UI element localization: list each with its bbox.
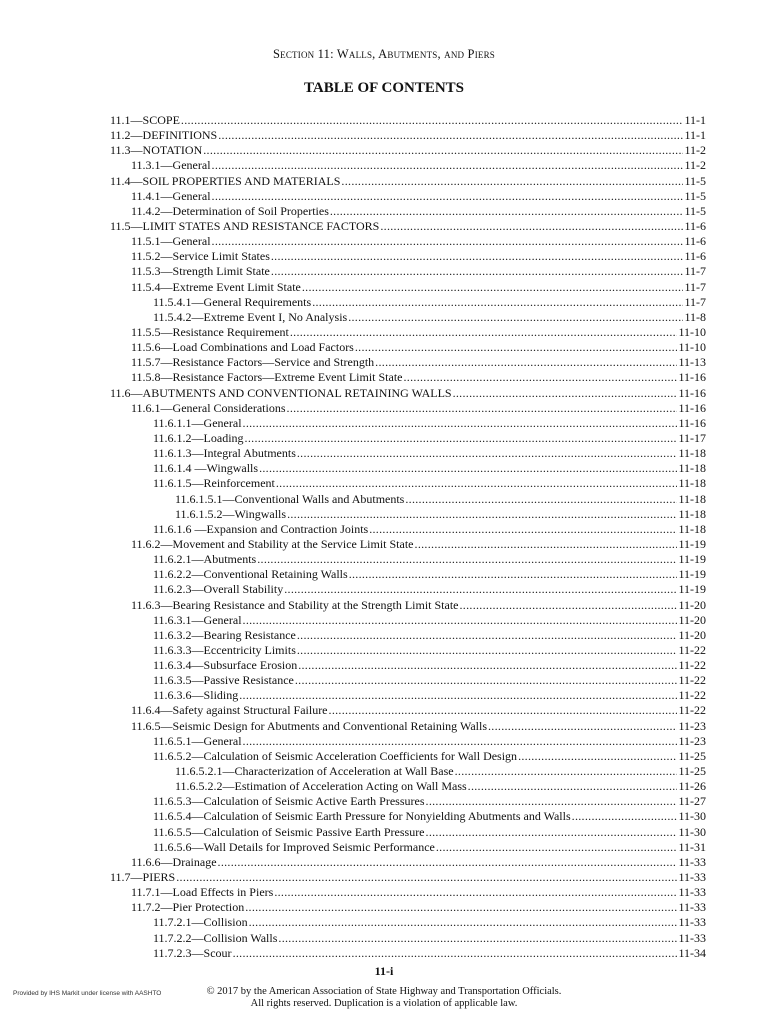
toc-leader-dots xyxy=(176,870,677,885)
toc-leader-dots xyxy=(426,825,678,840)
toc-entry-label: 11.6.1.6 —Expansion and Contraction Joints xyxy=(153,521,369,536)
toc-entry[interactable] xyxy=(110,749,706,764)
toc-entry[interactable] xyxy=(110,643,706,658)
toc-entry[interactable] xyxy=(110,582,706,597)
toc-entry-page: 11-19 xyxy=(678,567,706,582)
toc-entry[interactable] xyxy=(110,900,706,915)
toc-entry-label: 11.7.2.2—Collision Walls xyxy=(153,930,278,945)
toc-entry[interactable] xyxy=(110,143,706,158)
toc-entry[interactable] xyxy=(110,885,706,900)
toc-leader-dots xyxy=(404,370,678,385)
toc-entry-page: 11-22 xyxy=(678,642,706,657)
toc-leader-dots xyxy=(369,522,677,537)
toc-entry-label: 11.7.2.3—Scour xyxy=(153,945,232,960)
toc-entry-label: 11.5.4.2—Extreme Event I, No Analysis xyxy=(153,309,348,324)
toc-entry[interactable] xyxy=(110,325,706,340)
toc-entry[interactable] xyxy=(110,264,706,279)
toc-entry-page: 11-19 xyxy=(678,582,706,597)
toc-entry[interactable] xyxy=(110,355,706,370)
toc-entry[interactable] xyxy=(110,688,706,703)
toc-entry[interactable] xyxy=(110,280,706,295)
toc-leader-dots xyxy=(243,613,678,628)
toc-entry[interactable] xyxy=(110,779,706,794)
toc-leader-dots xyxy=(218,855,678,870)
toc-leader-dots xyxy=(298,658,677,673)
toc-entry[interactable] xyxy=(110,719,706,734)
toc-leader-dots xyxy=(302,280,684,295)
toc-entry-label: 11.6.4—Safety against Structural Failure xyxy=(131,703,328,718)
toc-entry-page: 11-6 xyxy=(684,234,706,249)
toc-entry-label: 11.1—SCOPE xyxy=(110,113,180,127)
toc-entry-label: 11.7.2.1—Collision xyxy=(153,915,248,930)
toc-entry[interactable] xyxy=(110,249,706,264)
toc-entry-page: 11-20 xyxy=(678,627,706,642)
toc-entry-label: 11.4.1—General xyxy=(131,188,211,203)
toc-entry[interactable] xyxy=(110,537,706,552)
toc-entry-page: 11-33 xyxy=(678,854,706,869)
toc-entry-page: 11-20 xyxy=(678,612,706,627)
toc-entry-page: 11-18 xyxy=(678,476,706,491)
toc-entry[interactable] xyxy=(110,552,706,567)
toc-leader-dots xyxy=(295,673,678,688)
toc-entry-page: 11-33 xyxy=(678,870,706,885)
toc-entry[interactable] xyxy=(110,219,706,234)
toc-entry-label: 11.5.1—General xyxy=(131,234,211,249)
toc-entry[interactable] xyxy=(110,809,706,824)
toc-entry[interactable] xyxy=(110,401,706,416)
toc-entry-page: 11-18 xyxy=(678,506,706,521)
toc-entry-page: 11-33 xyxy=(678,915,706,930)
toc-leader-dots xyxy=(243,734,678,749)
toc-leader-dots xyxy=(375,355,677,370)
toc-entry[interactable] xyxy=(110,295,706,310)
toc-leader-dots xyxy=(455,764,678,779)
toc-entry-page: 11-5 xyxy=(684,188,706,203)
toc-entry-page: 11-5 xyxy=(684,203,706,218)
toc-entry[interactable] xyxy=(110,613,706,628)
toc-leader-dots xyxy=(297,628,678,643)
toc-leader-dots xyxy=(257,552,677,567)
toc-leader-dots xyxy=(426,794,678,809)
table-of-contents xyxy=(110,113,706,961)
toc-entry-page: 11-2 xyxy=(684,143,706,158)
toc-entry-label: 11.7.1—Load Effects in Piers xyxy=(131,885,274,900)
toc-entry-label: 11.5—LIMIT STATES AND RESISTANCE FACTORS xyxy=(110,218,380,233)
toc-entry-label: 11.4.2—Determination of Soil Properties xyxy=(131,203,329,218)
toc-entry-page: 11-6 xyxy=(684,249,706,264)
toc-leader-dots xyxy=(572,809,678,824)
toc-leader-dots xyxy=(287,401,678,416)
toc-entry-page: 11-31 xyxy=(678,839,706,854)
toc-entry-page: 11-22 xyxy=(678,688,706,703)
toc-entry[interactable] xyxy=(110,370,706,385)
toc-leader-dots xyxy=(245,431,678,446)
toc-leader-dots xyxy=(276,476,678,491)
toc-leader-dots xyxy=(212,189,684,204)
toc-entry-page: 11-30 xyxy=(678,824,706,839)
toc-entry-page: 11-16 xyxy=(678,415,706,430)
toc-entry-label: 11.5.4—Extreme Event Limit State xyxy=(131,279,301,294)
toc-entry-label: 11.6.3.3—Eccentricity Limits xyxy=(153,642,296,657)
toc-entry-page: 11-7 xyxy=(684,264,706,279)
toc-entry-label: 11.6.2—Movement and Stability at the Service Limit State xyxy=(131,536,414,551)
toc-entry-label: 11.6.5.5—Calculation of Seismic Passive Earth Pressure xyxy=(153,824,425,839)
toc-entry-label: 11.6.1—General Considerations xyxy=(131,400,286,415)
toc-entry-page: 11-25 xyxy=(678,748,706,763)
toc-entry[interactable] xyxy=(110,158,706,173)
toc-entry[interactable] xyxy=(110,113,706,128)
toc-entry-label: 11.5.3—Strength Limit State xyxy=(131,264,270,279)
toc-entry[interactable] xyxy=(110,915,706,930)
toc-entry-label: 11.5.6—Load Combinations and Load Factors xyxy=(131,340,354,355)
toc-entry[interactable] xyxy=(110,931,706,946)
toc-leader-dots xyxy=(329,703,678,718)
toc-entry-label: 11.6.1.5.2—Wingwalls xyxy=(175,506,287,521)
toc-entry-label: 11.5.8—Resistance Factors—Extreme Event Limit State xyxy=(131,370,403,385)
toc-entry-page: 11-16 xyxy=(678,370,706,385)
toc-entry-label: 11.6.5.6—Wall Details for Improved Seismic Performance xyxy=(153,839,435,854)
toc-entry-page: 11-1 xyxy=(684,113,706,127)
toc-entry[interactable] xyxy=(110,507,706,522)
toc-entry[interactable] xyxy=(110,840,706,855)
toc-entry[interactable] xyxy=(110,431,706,446)
toc-entry-label: 11.3.1—General xyxy=(131,158,211,173)
toc-leader-dots xyxy=(349,567,678,582)
toc-leader-dots xyxy=(239,688,677,703)
toc-entry[interactable] xyxy=(110,764,706,779)
toc-entry-page: 11-19 xyxy=(678,536,706,551)
toc-leader-dots xyxy=(341,174,683,189)
toc-entry-page: 11-8 xyxy=(684,309,706,324)
toc-leader-dots xyxy=(380,219,683,234)
toc-entry-page: 11-34 xyxy=(678,945,706,960)
toc-entry-label: 11.6.2.1—Abutments xyxy=(153,552,257,567)
toc-entry[interactable] xyxy=(110,340,706,355)
toc-leader-dots xyxy=(271,249,684,264)
toc-entry-page: 11-18 xyxy=(678,491,706,506)
toc-entry-label: 11.6.5.4—Calculation of Seismic Earth Pressure for Nonyielding Abutments and Walls xyxy=(153,809,571,824)
toc-entry-page: 11-2 xyxy=(684,158,706,173)
toc-entry[interactable] xyxy=(110,386,706,401)
toc-entry[interactable] xyxy=(110,628,706,643)
toc-entry-label: 11.7—PIERS xyxy=(110,870,176,885)
toc-leader-dots xyxy=(518,749,677,764)
toc-leader-dots xyxy=(284,582,677,597)
toc-entry-page: 11-20 xyxy=(678,597,706,612)
toc-leader-dots xyxy=(312,295,683,310)
toc-entry[interactable] xyxy=(110,734,706,749)
toc-leader-dots xyxy=(218,128,683,143)
toc-entry-label: 11.6.1.5—Reinforcement xyxy=(153,476,275,491)
toc-entry-page: 11-10 xyxy=(678,340,706,355)
section-title: Section 11: Walls, Abutments, and Piers xyxy=(273,47,495,61)
toc-entry-label: 11.6.3.6—Sliding xyxy=(153,688,239,703)
page-title: TABLE OF CONTENTS xyxy=(303,80,465,96)
toc-leader-dots xyxy=(278,931,677,946)
toc-entry-page: 11-5 xyxy=(684,173,706,188)
toc-entry-label: 11.6.5.2—Calculation of Seismic Acceleration Coefficients for Wall Design xyxy=(153,748,518,763)
toc-entry[interactable] xyxy=(110,476,706,491)
toc-entry-page: 11-26 xyxy=(678,779,706,794)
toc-entry[interactable] xyxy=(110,703,706,718)
toc-entry-label: 11.6.1.2—Loading xyxy=(153,430,244,445)
toc-entry-page: 11-30 xyxy=(678,809,706,824)
toc-entry-label: 11.5.4.1—General Requirements xyxy=(153,294,312,309)
toc-leader-dots xyxy=(274,885,677,900)
toc-entry-page: 11-16 xyxy=(678,385,706,400)
toc-leader-dots xyxy=(355,340,678,355)
toc-entry-page: 11-27 xyxy=(678,794,706,809)
toc-entry-page: 11-22 xyxy=(678,673,706,688)
toc-entry-page: 11-22 xyxy=(678,658,706,673)
toc-entry[interactable] xyxy=(110,204,706,219)
toc-entry[interactable] xyxy=(110,673,706,688)
toc-entry-label: 11.6—ABUTMENTS AND CONVENTIONAL RETAINING WALLS xyxy=(110,385,452,400)
toc-entry[interactable] xyxy=(110,310,706,325)
toc-entry-label: 11.5.2—Service Limit States xyxy=(131,249,270,264)
toc-entry[interactable] xyxy=(110,461,706,476)
toc-entry-label: 11.6.1.4 —Wingwalls xyxy=(153,461,259,476)
toc-entry-page: 11-10 xyxy=(678,324,706,339)
toc-leader-dots xyxy=(405,492,677,507)
toc-entry[interactable] xyxy=(110,128,706,143)
toc-leader-dots xyxy=(330,204,684,219)
toc-entry[interactable] xyxy=(110,825,706,840)
toc-entry-label: 11.6.1.3—Integral Abutments xyxy=(153,446,296,461)
toc-entry-page: 11-33 xyxy=(678,930,706,945)
copyright-line: All rights reserved. Duplication is a violation of applicable law. xyxy=(250,998,518,1009)
toc-entry-label: 11.7.2—Pier Protection xyxy=(131,900,245,915)
toc-entry-page: 11-25 xyxy=(678,764,706,779)
toc-leader-dots xyxy=(287,507,677,522)
toc-leader-dots xyxy=(212,158,684,173)
toc-entry[interactable] xyxy=(110,855,706,870)
toc-entry[interactable] xyxy=(110,522,706,537)
toc-leader-dots xyxy=(233,946,678,961)
toc-leader-dots xyxy=(436,840,678,855)
copyright-line: © 2017 by the American Association of State Highway and Transportation Officials. xyxy=(206,986,562,997)
toc-entry[interactable] xyxy=(110,946,706,961)
toc-entry-label: 11.6.3.2—Bearing Resistance xyxy=(153,627,296,642)
toc-entry-page: 11-22 xyxy=(678,703,706,718)
toc-entry[interactable] xyxy=(110,870,706,885)
toc-entry-page: 11-18 xyxy=(678,461,706,476)
toc-entry[interactable] xyxy=(110,446,706,461)
toc-leader-dots xyxy=(290,325,678,340)
toc-entry-label: 11.6.3.1—General xyxy=(153,612,242,627)
toc-entry[interactable] xyxy=(110,416,706,431)
toc-entry-label: 11.5.5—Resistance Requirement xyxy=(131,324,289,339)
toc-leader-dots xyxy=(259,461,677,476)
toc-leader-dots xyxy=(348,310,683,325)
toc-leader-dots xyxy=(488,719,677,734)
toc-leader-dots xyxy=(297,643,678,658)
toc-entry-label: 11.6.3.5—Passive Resistance xyxy=(153,673,294,688)
toc-entry-page: 11-19 xyxy=(678,552,706,567)
toc-entry-label: 11.6.5.1—General xyxy=(153,733,242,748)
toc-entry-page: 11-23 xyxy=(678,733,706,748)
toc-entry-page: 11-6 xyxy=(684,218,706,233)
toc-entry[interactable] xyxy=(110,174,706,189)
toc-entry-page: 11-7 xyxy=(684,279,706,294)
toc-entry-label: 11.6.5—Seismic Design for Abutments and Conventional Retaining Walls xyxy=(131,718,487,733)
toc-entry-page: 11-33 xyxy=(678,900,706,915)
provider-note: Provided by IHS Markit under license with AASHTO xyxy=(13,990,162,997)
toc-entry-label: 11.6.3.4—Subsurface Erosion xyxy=(153,658,298,673)
toc-entry-label: 11.6.5.2.2—Estimation of Acceleration Acting on Wall Mass xyxy=(175,779,467,794)
toc-entry-page: 11-33 xyxy=(678,885,706,900)
toc-entry[interactable] xyxy=(110,189,706,204)
toc-entry[interactable] xyxy=(110,492,706,507)
toc-entry-label: 11.4—SOIL PROPERTIES AND MATERIALS xyxy=(110,173,341,188)
toc-entry-label: 11.6.6—Drainage xyxy=(131,854,217,869)
toc-entry[interactable] xyxy=(110,234,706,249)
toc-entry-label: 11.6.2.3—Overall Stability xyxy=(153,582,284,597)
toc-entry-label: 11.3—NOTATION xyxy=(110,143,203,158)
toc-entry-page: 11-18 xyxy=(678,521,706,536)
toc-entry-label: 11.6.5.3—Calculation of Seismic Active Earth Pressures xyxy=(153,794,425,809)
toc-leader-dots xyxy=(181,113,684,128)
toc-entry-label: 11.5.7—Resistance Factors—Service and Strength xyxy=(131,355,375,370)
toc-leader-dots xyxy=(249,915,678,930)
toc-leader-dots xyxy=(212,234,684,249)
page-number: 11-i xyxy=(374,964,394,978)
toc-leader-dots xyxy=(203,143,683,158)
toc-entry[interactable] xyxy=(110,794,706,809)
toc-entry-page: 11-16 xyxy=(678,400,706,415)
toc-entry-page: 11-18 xyxy=(678,446,706,461)
toc-entry-label: 11.6.2.2—Conventional Retaining Walls xyxy=(153,567,348,582)
toc-entry-label: 11.6.5.2.1—Characterization of Acceleration at Wall Base xyxy=(175,764,454,779)
toc-leader-dots xyxy=(297,446,678,461)
toc-leader-dots xyxy=(460,598,678,613)
toc-entry-label: 11.6.1.1—General xyxy=(153,415,242,430)
toc-entry-label: 11.6.3—Bearing Resistance and Stability at the Strength Limit State xyxy=(131,597,459,612)
toc-entry[interactable] xyxy=(110,598,706,613)
toc-entry-page: 11-23 xyxy=(678,718,706,733)
toc-entry-page: 11-7 xyxy=(684,294,706,309)
toc-entry-page: 11-13 xyxy=(678,355,706,370)
toc-leader-dots xyxy=(468,779,678,794)
toc-entry-page: 11-17 xyxy=(678,430,706,445)
copyright-notice xyxy=(0,986,768,1010)
toc-entry-label: 11.2—DEFINITIONS xyxy=(110,128,218,143)
toc-leader-dots xyxy=(243,416,678,431)
toc-leader-dots xyxy=(453,386,678,401)
toc-leader-dots xyxy=(415,537,678,552)
toc-entry[interactable] xyxy=(110,567,706,582)
toc-entry-page: 11-1 xyxy=(684,128,706,143)
toc-leader-dots xyxy=(271,264,684,279)
toc-leader-dots xyxy=(245,900,677,915)
toc-entry[interactable] xyxy=(110,658,706,673)
toc-entry-label: 11.6.1.5.1—Conventional Walls and Abutments xyxy=(175,491,405,506)
